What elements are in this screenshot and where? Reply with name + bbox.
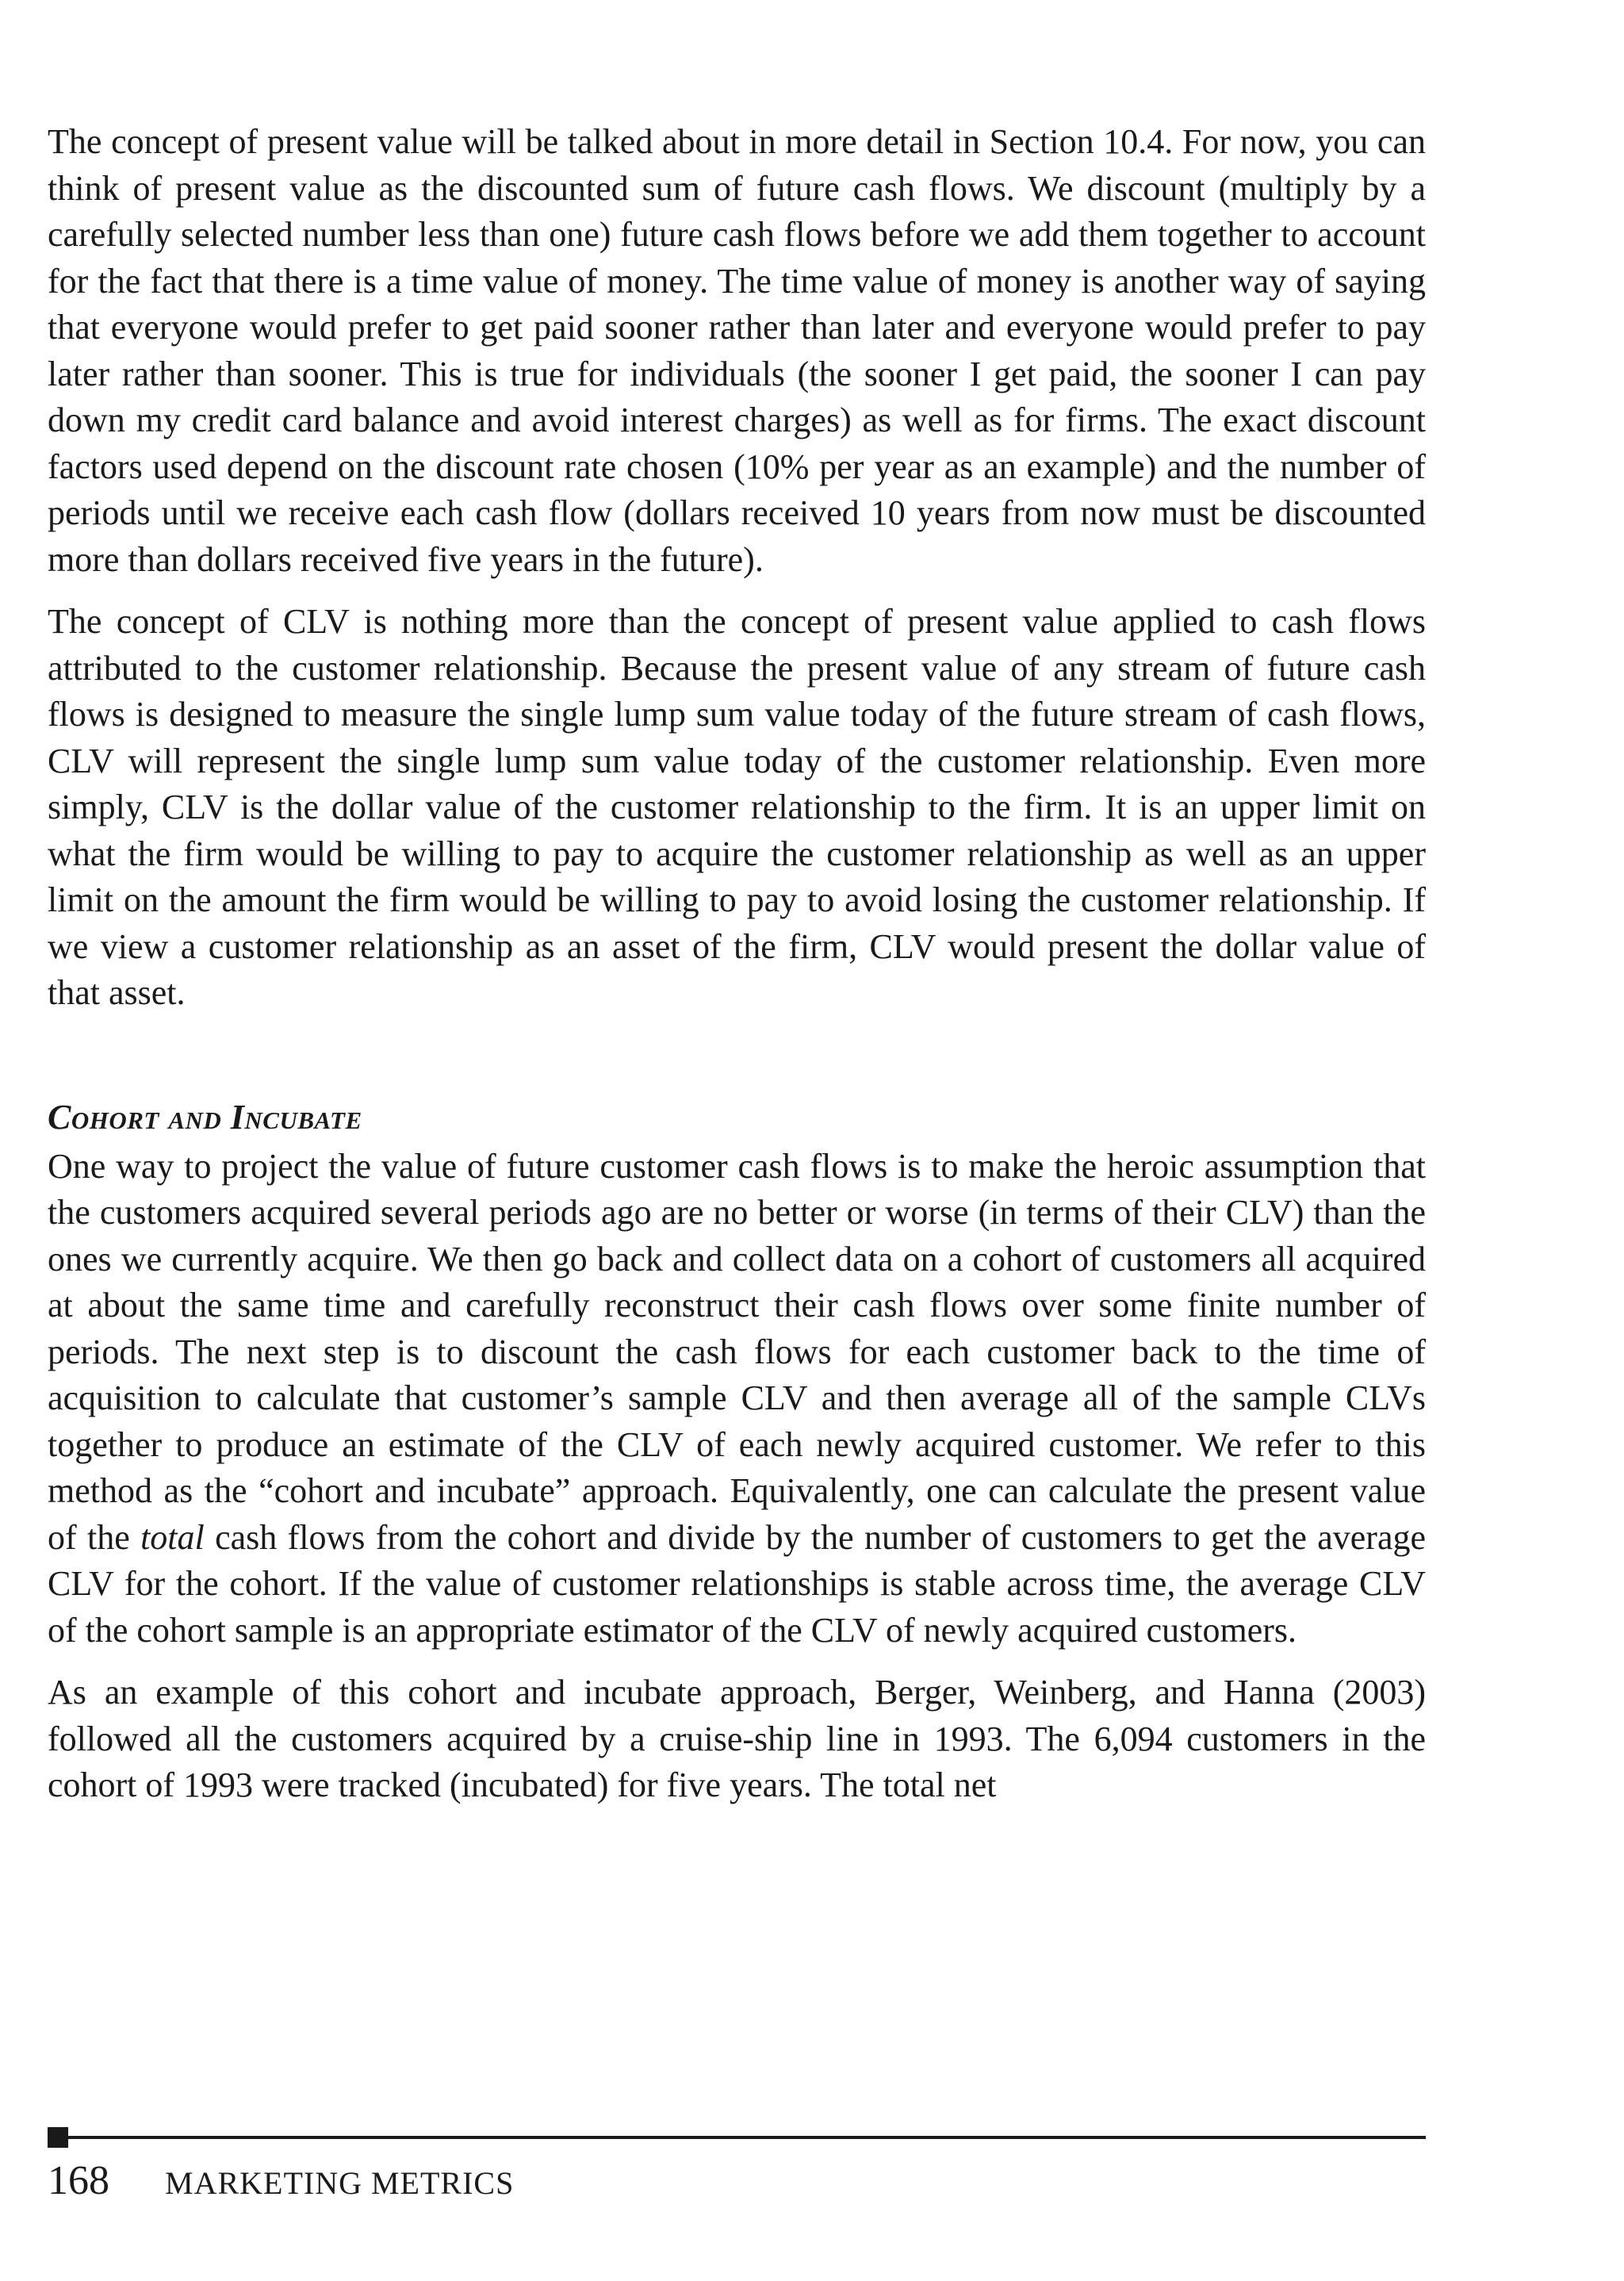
paragraph-present-value: The concept of present value will be talked about in more detail in Section 10.4. For now, you can think of present value as the discounted sum of future cash flows. We discount (multiply by a carefully selected number less than one) future cash flows before we add them together to account for the fact that there is a time value of money. The time value of money is another way of saying that everyone would prefer to get paid sooner rather than later and everyone would prefer to pay later rather than sooner. This is true for individuals (the sooner I get paid, the sooner I can pay down my credit card balance and avoid interest charges) as well as for firms. The exact discount factors used depend on the discount rate chosen (10% per year as an example) and the number of periods until we receive each cash flow (dollars received 10 years from now must be discounted more than dollars received five years in the future). <box>48 122 1426 579</box>
paragraph-text: cash flows from the cohort and divide by the number of customers to get the average CLV for the cohort. If the value of customer relationships is stable across time, the average CLV of the cohort sample is an appropriate estimator of the CLV of newly acquired customers. <box>48 1517 1427 1650</box>
emphasis-text: total <box>140 1517 205 1557</box>
paragraph-text: One way to project the value of future customer cash flows is to make the heroic assumption that the customers acquired several periods ago are no better or worse (in terms of their CLV) than the ones we currently acquire. We then go back and collect data on a cohort of customers all acquired at about the same time and carefully reconstruct their cash flows over some finite number of periods. The next step is to discount the cash flows for each customer back to the time of acquisition to calculate that customer’s sample CLV and then average all of the sample CLVs together to produce an estimate of the CLV of each newly acquired customer. We refer to this method as the “cohort and incubate” approach. Equivalently, one can calculate the present value of the <box>48 1146 1426 1557</box>
footer-rule <box>48 2136 1426 2139</box>
paragraph-cruise-example: As an example of this cohort and incubate approach, Berger, Weinberg, and Hanna (2003) followed all the customers acquired by a cruise-ship line in 1993. The 6,094 customers in the cohort of 1993 were tracked (incubated) for five years. The total net <box>48 1673 1426 1804</box>
section-heading-cohort-incubate: Cohort and Incubate <box>48 1097 362 1137</box>
paragraph-clv-concept: The concept of CLV is nothing more than the concept of present value applied to cash flows attributed to the customer relationship. Because the present value of any stream of future cash flows is designed to measure the single lump sum value today of the future stream of cash flows, CLV will represent the single lump sum value today of the customer relationship. Even more simply, CLV is the dollar value of the customer relationship to the firm. It is an upper limit on what the firm would be willing to pay to acquire the customer relationship as well as an upper limit on the amount the firm would be willing to pay to avoid losing the customer relationship. If we view a customer relationship as an asset of the firm, CLV would present the dollar value of that asset. <box>48 602 1426 1012</box>
running-head: MARKETING METRICS <box>165 2165 515 2201</box>
paragraph-cohort-method <box>48 1144 1426 1654</box>
page-body <box>48 119 1426 1809</box>
page-number: 168 <box>48 2158 109 2203</box>
page-footer <box>48 2157 514 2207</box>
